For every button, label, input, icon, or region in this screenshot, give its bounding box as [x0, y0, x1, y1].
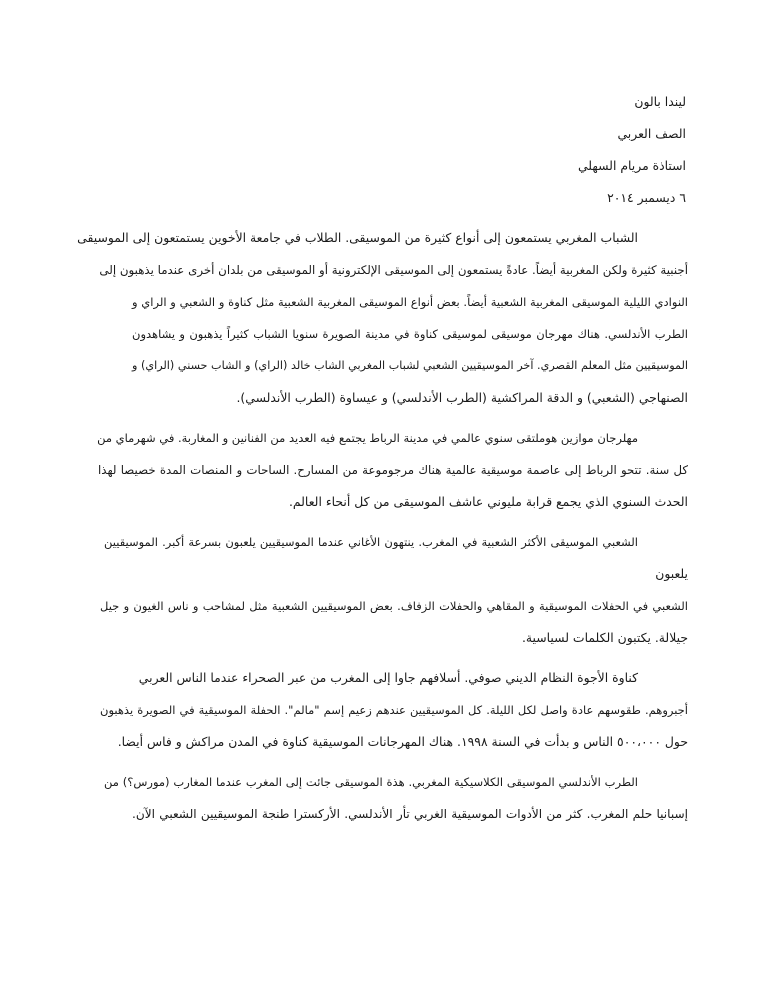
- body-line: إسبانيا حلم المغرب. كثر من الأدوات الموسيقية الغربي تأر الأندلسي. الأركسترا طنجة الموسيقيين الشعبي الآن.: [132, 807, 688, 821]
- body-line: كناوة الأجوة النظام الديني صوفي. أسلافهم جاوا إلى المغرب من عبر الصحراء عندما الناس العربي: [138, 670, 638, 685]
- body-line: النوادي الليلية الموسيقى المغربية الشعبية أيضاً. بعض أنواع الموسيقى المغربية الشعبية مثل كناوة و الشعبي و الراي و: [132, 295, 688, 309]
- body-line: أجنبية كثيرة ولكن المغربية أيضاً. عادةً يستمعون إلى الموسيقى الإلكترونية أو الموسيقى من بلدان أخرى عندما يذهبون إلى: [99, 263, 688, 277]
- body-line: الشعبي في الحفلات الموسيقية و المقاهي والحفلات الزفاف. بعض الموسيقيين الشعبية مثل لمشاحب و ناس الغيون و جيل: [100, 599, 688, 613]
- body-line: مهلرجان موازين هوملتقى سنوي عالمي في مدينة الرباط يجتمع فيه العديد من الفنانين و المغاربة. في شهرماي من: [97, 431, 638, 445]
- body-line: كل سنة. تتحو الرباط إلى عاصمة موسيقية عالمية هناك مرجوموعة من المسارح. الساحات و المنصات المدة خصيصا لهذا: [98, 463, 688, 477]
- student-name: ليندا بالون: [634, 94, 686, 109]
- body-line: الشباب المغربي يستمعون إلى أنواع كثيرة من الموسيقى. الطلاب في جامعة الأخوين يستمتعون إلى الموسيقى: [77, 230, 638, 245]
- body-line: الموسيقيين مثل المعلم القصري. آخر الموسيقيين الشعبي لشباب المغربي الشاب خالد (الراي) و الشاب حسني (الراي) و: [132, 359, 688, 372]
- body-line: الحدث السنوي الذي يجمع قرابة مليوني عاشف الموسيقى من كل أنحاء العالم.: [288, 494, 688, 509]
- course-name: الصف العربي: [617, 126, 686, 141]
- body-line: الشعبي الموسيقى الأكثر الشعبية في المغرب. ينتهون الأغاني عندما الموسيقيين يلعبون بسرعة أكبر. الموسيقيين: [104, 535, 638, 549]
- body-line: حول ٥٠٠،٠٠٠ الناس و بدأت في السنة ١٩٩٨. هناك المهرجانات الموسيقية كناوة في المدن مراكش و فاس أيضا.: [117, 734, 688, 749]
- document-date: ٦ ديسمبر ٢٠١٤: [607, 190, 686, 205]
- body-line: جيلالة. يكتبون الكلمات لسياسية.: [521, 630, 688, 645]
- body-line: الصنهاجي (الشعبي) و الدقة المراكشية (الطرب الأندلسي) و عيساوة (الطرب الأندلسي).: [236, 390, 688, 405]
- body-line: الطرب الأندلسي. هناك مهرجان موسيقى لموسيقى كناوة في مدينة الصويرة سنويا الشباب كثيراً يذهبون و يشاهدون: [132, 327, 688, 341]
- body-line: الطرب الأندلسي الموسيقى الكلاسيكية المغربي. هذة الموسيقى جائت إلى المغرب عندما المغارب (مورس؟) من: [104, 775, 638, 789]
- body-line: يلعبون: [655, 566, 688, 581]
- body-line: أجبروهم. طقوسهم عادة واصل لكل الليلة. كل الموسيقيين عندهم زعيم إسم "مالم". الحفلة الموسيقية في الصويرة يذهبون: [100, 703, 688, 717]
- teacher-name: استاذة مريام السهلي: [577, 158, 686, 173]
